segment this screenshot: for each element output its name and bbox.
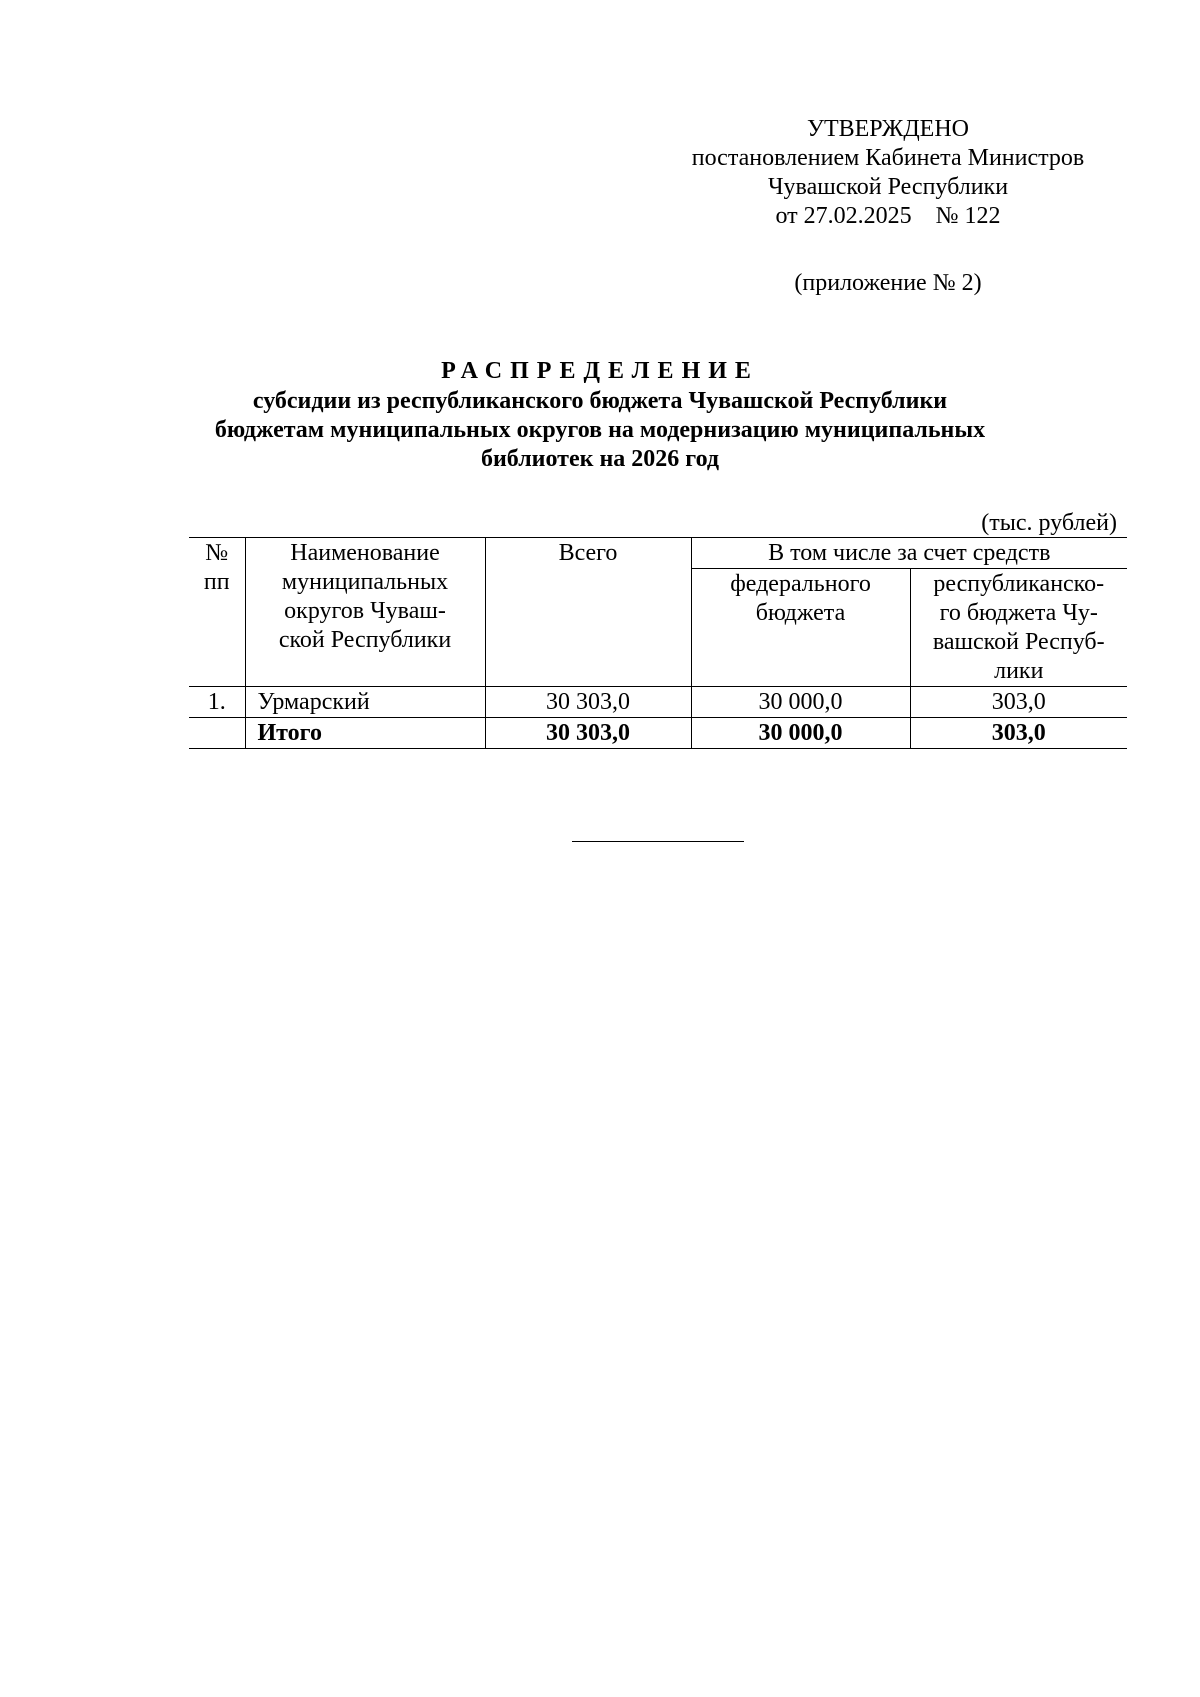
totals-label: Итого [245, 718, 485, 749]
end-separator-line [572, 841, 744, 842]
header-name: Наименование муниципальных округов Чуваш- ской Республики [245, 538, 485, 687]
approval-title: УТВЕРЖДЕНО [806, 116, 970, 142]
header-republic: республиканско- го бюджета Чу- вашской Респуб- лики [910, 569, 1127, 687]
row-total: 30 303,0 [485, 687, 691, 718]
totals-total: 30 303,0 [485, 718, 691, 749]
header-num: № пп [189, 538, 245, 687]
totals-row [189, 718, 1127, 749]
approval-region: Чувашской Республики [767, 174, 1009, 200]
approval-issuer: постановлением Кабинета Министров [691, 145, 1085, 171]
document-title [160, 357, 1040, 474]
row-name: Урмарский [245, 687, 485, 718]
table-row [189, 687, 1127, 718]
header-federal: федерального бюджета [691, 569, 910, 687]
units-label: (тыс. рублей) [981, 510, 1117, 536]
row-republic: 303,0 [910, 687, 1127, 718]
distribution-table [189, 537, 1127, 749]
appendix-label: (приложение № 2) [794, 270, 982, 296]
totals-federal: 30 000,0 [691, 718, 910, 749]
title-line-1: субсидии из республиканского бюджета Чувашской Республики [252, 388, 948, 414]
title-main: РАСПРЕДЕЛЕНИЕ [441, 358, 759, 384]
totals-republic: 303,0 [910, 718, 1127, 749]
header-including: В том числе за счет средств [691, 538, 1127, 569]
row-num: 1. [207, 689, 226, 715]
approval-stamp [668, 115, 1108, 298]
header-total: Всего [485, 538, 691, 687]
totals-num [189, 718, 245, 749]
title-line-3: библиотек на 2026 год [480, 446, 720, 472]
approval-date-number: от 27.02.2025 № 122 [775, 203, 1001, 229]
title-line-2: бюджетам муниципальных округов на модернизацию муниципальных [214, 417, 986, 443]
row-federal: 30 000,0 [691, 687, 910, 718]
